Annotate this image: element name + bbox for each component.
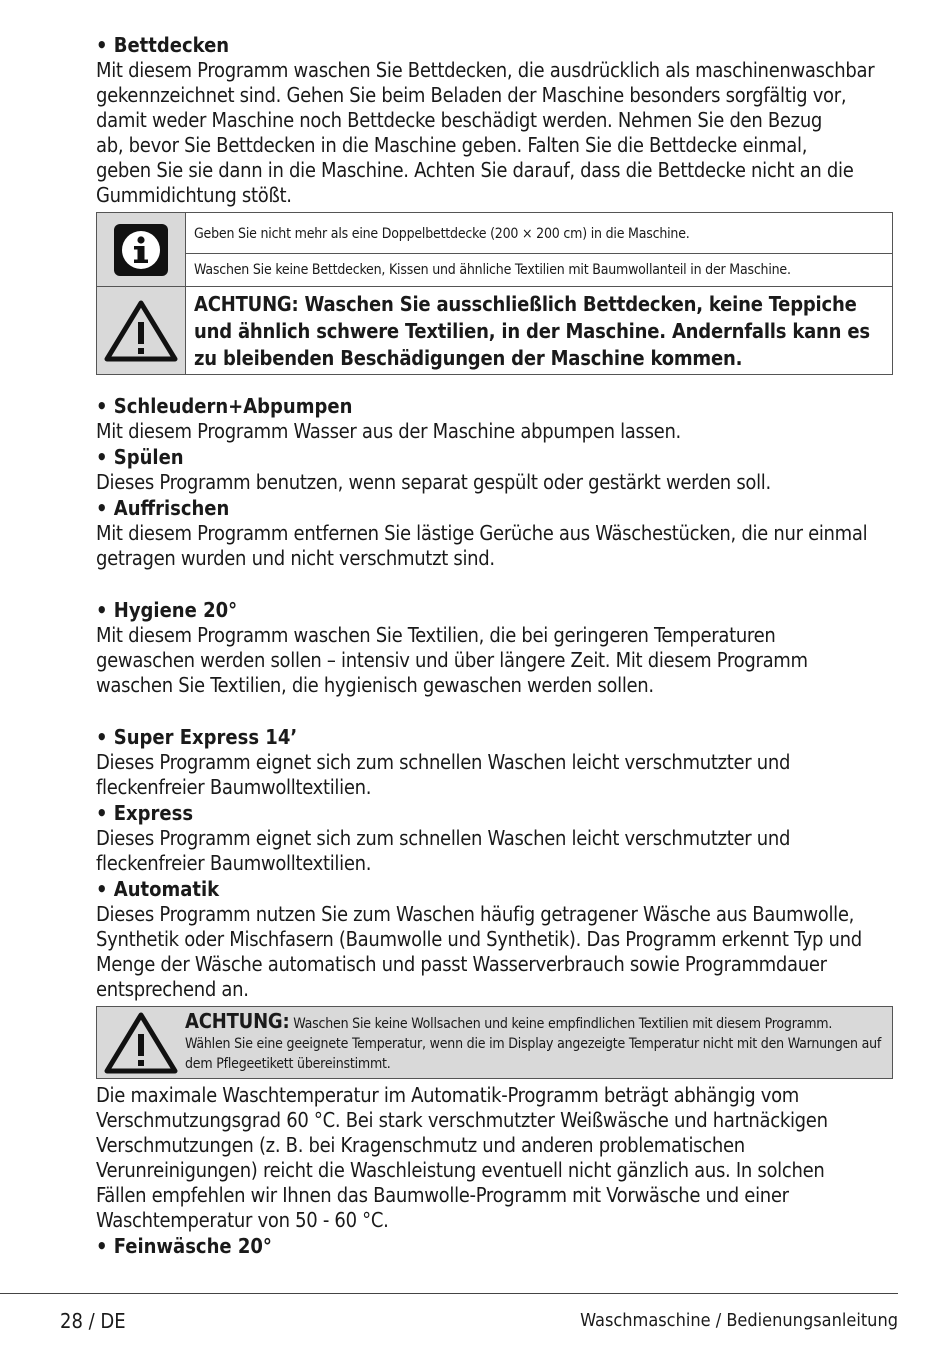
footer-divider xyxy=(0,1293,898,1294)
text-line: Dieses Programm eignet sich zum schnellen Waschen leicht verschmutzter und xyxy=(96,750,791,774)
text-line: damit weder Maschine noch Bettdecke beschädigt werden. Nehmen Sie den Bezug xyxy=(96,108,823,132)
text-line: fleckenfreier Baumwolltextilien. xyxy=(96,851,372,875)
paragraph-bettdecken xyxy=(96,58,893,208)
warning-lead: ACHTUNG: xyxy=(185,1009,290,1033)
text-line: Mit diesem Programm waschen Sie Textilien, die bei geringeren Temperaturen xyxy=(96,623,776,647)
text-line: Menge der Wäsche automatisch und passt Wasserverbrauch sowie Programmdauer xyxy=(96,952,827,976)
text-line: ab, bevor Sie Bettdecken in die Maschine geben. Falten Sie die Bettdecke einmal, xyxy=(96,133,808,157)
text-line: geben Sie sie dann in die Maschine. Achten Sie darauf, dass die Bettdecke nicht an die xyxy=(96,158,854,182)
section-heading-hygiene: • Hygiene 20° xyxy=(96,598,238,622)
text-line: Verschmutzungen (z. B. bei Kragenschmutz und anderen problematischen xyxy=(96,1133,745,1157)
warning-text-1: Waschen Sie keine Wollsachen und keine empfindlichen Textilien mit diesem Programm. xyxy=(289,1016,833,1032)
text-line: entsprechend an. xyxy=(96,977,249,1001)
text-line: fleckenfreier Baumwolltextilien. xyxy=(96,775,372,799)
text-line: getragen wurden und nicht verschmutzt sind. xyxy=(96,546,495,570)
section-heading-auffrischen: • Auffrischen xyxy=(96,496,230,520)
text-line: Dieses Programm eignet sich zum schnellen Waschen leicht verschmutzter und xyxy=(96,826,791,850)
section-heading-super-express: • Super Express 14’ xyxy=(96,725,298,749)
text-line: Die maximale Waschtemperatur im Automatik-Programm beträgt abhängig vom xyxy=(96,1083,800,1107)
section-heading-spuelen: • Spülen xyxy=(96,445,184,469)
section-heading-feinwaesche: • Feinwäsche 20° xyxy=(96,1234,272,1258)
text-line: Verunreinigungen) reicht die Waschleistung eventuell nicht gänzlich aus. In solchen xyxy=(96,1158,825,1182)
section-heading-automatik: • Automatik xyxy=(96,877,220,901)
page-number: 28 / DE xyxy=(60,1309,126,1333)
info-notes xyxy=(186,213,892,286)
warning-text: ACHTUNG: Waschen Sie ausschließlich Bettdecken, keine Teppiche und ähnlich schwere Textilien, in der Maschine. Andernfalls kann es zu bleibenden Beschädigungen der Maschine kommen. xyxy=(194,292,870,370)
text-line: Dieses Programm benutzen, wenn separat gespült oder gestärkt werden soll. xyxy=(96,470,771,494)
text-line: Gummidichtung stößt. xyxy=(96,183,292,207)
info-note: Waschen Sie keine Bettdecken, Kissen und ähnliche Textilien mit Baumwollanteil in der Maschine. xyxy=(186,253,892,286)
text-line: Synthetik oder Mischfasern (Baumwolle und Synthetik). Das Programm erkennt Typ und xyxy=(96,927,862,951)
info-icon xyxy=(97,213,186,286)
text-line: waschen Sie Textilien, die hygienisch gewaschen werden sollen. xyxy=(96,673,654,697)
page-content xyxy=(96,32,893,1259)
warning-triangle-icon xyxy=(97,1007,185,1078)
section-heading-bettdecken: • Bettdecken xyxy=(96,33,230,57)
warning-box-bettdecken xyxy=(96,287,893,375)
section-heading-express: • Express xyxy=(96,801,194,825)
text-line: Verschmutzungsgrad 60 °C. Bei stark verschmutzter Weißwäsche und hartnäckigen xyxy=(96,1108,828,1132)
text-line: Mit diesem Programm Wasser aus der Maschine abpumpen lassen. xyxy=(96,419,681,443)
text-line: Dieses Programm nutzen Sie zum Waschen häufig getragener Wäsche aus Baumwolle, xyxy=(96,902,855,926)
text-line: Fällen empfehlen wir Ihnen das Baumwolle-Programm mit Vorwäsche und einer xyxy=(96,1183,789,1207)
text-line: Waschtemperatur von 50 - 60 °C. xyxy=(96,1208,389,1232)
warning-box-automatik xyxy=(96,1006,893,1079)
section-heading-schleudern: • Schleudern+Abpumpen xyxy=(96,394,353,418)
info-note: Geben Sie nicht mehr als eine Doppelbettdecke (200 × 200 cm) in die Maschine. xyxy=(194,226,690,242)
warning-line-1 xyxy=(185,1011,886,1034)
document-title: Waschmaschine / Bedienungsanleitung xyxy=(580,1310,898,1331)
info-box xyxy=(96,212,893,287)
text-line: gekennzeichnet sind. Gehen Sie beim Beladen der Maschine besonders sorgfältig vor, xyxy=(96,83,847,107)
warning-text-2: Wählen Sie eine geeignete Temperatur, wenn die im Display angezeigte Temperatur nicht mit den Warnungen auf dem Pflegeetikett übereinstimmt. xyxy=(185,1036,882,1072)
warning-text xyxy=(185,1007,892,1078)
warning-triangle-icon xyxy=(97,287,186,374)
text-line: Mit diesem Programm entfernen Sie lästige Gerüche aus Wäschestücken, die nur einmal xyxy=(96,521,868,545)
text-line: gewaschen werden sollen – intensiv und über längere Zeit. Mit diesem Programm xyxy=(96,648,808,672)
text-line: Mit diesem Programm waschen Sie Bettdecken, die ausdrücklich als maschinenwaschbar xyxy=(96,58,875,82)
